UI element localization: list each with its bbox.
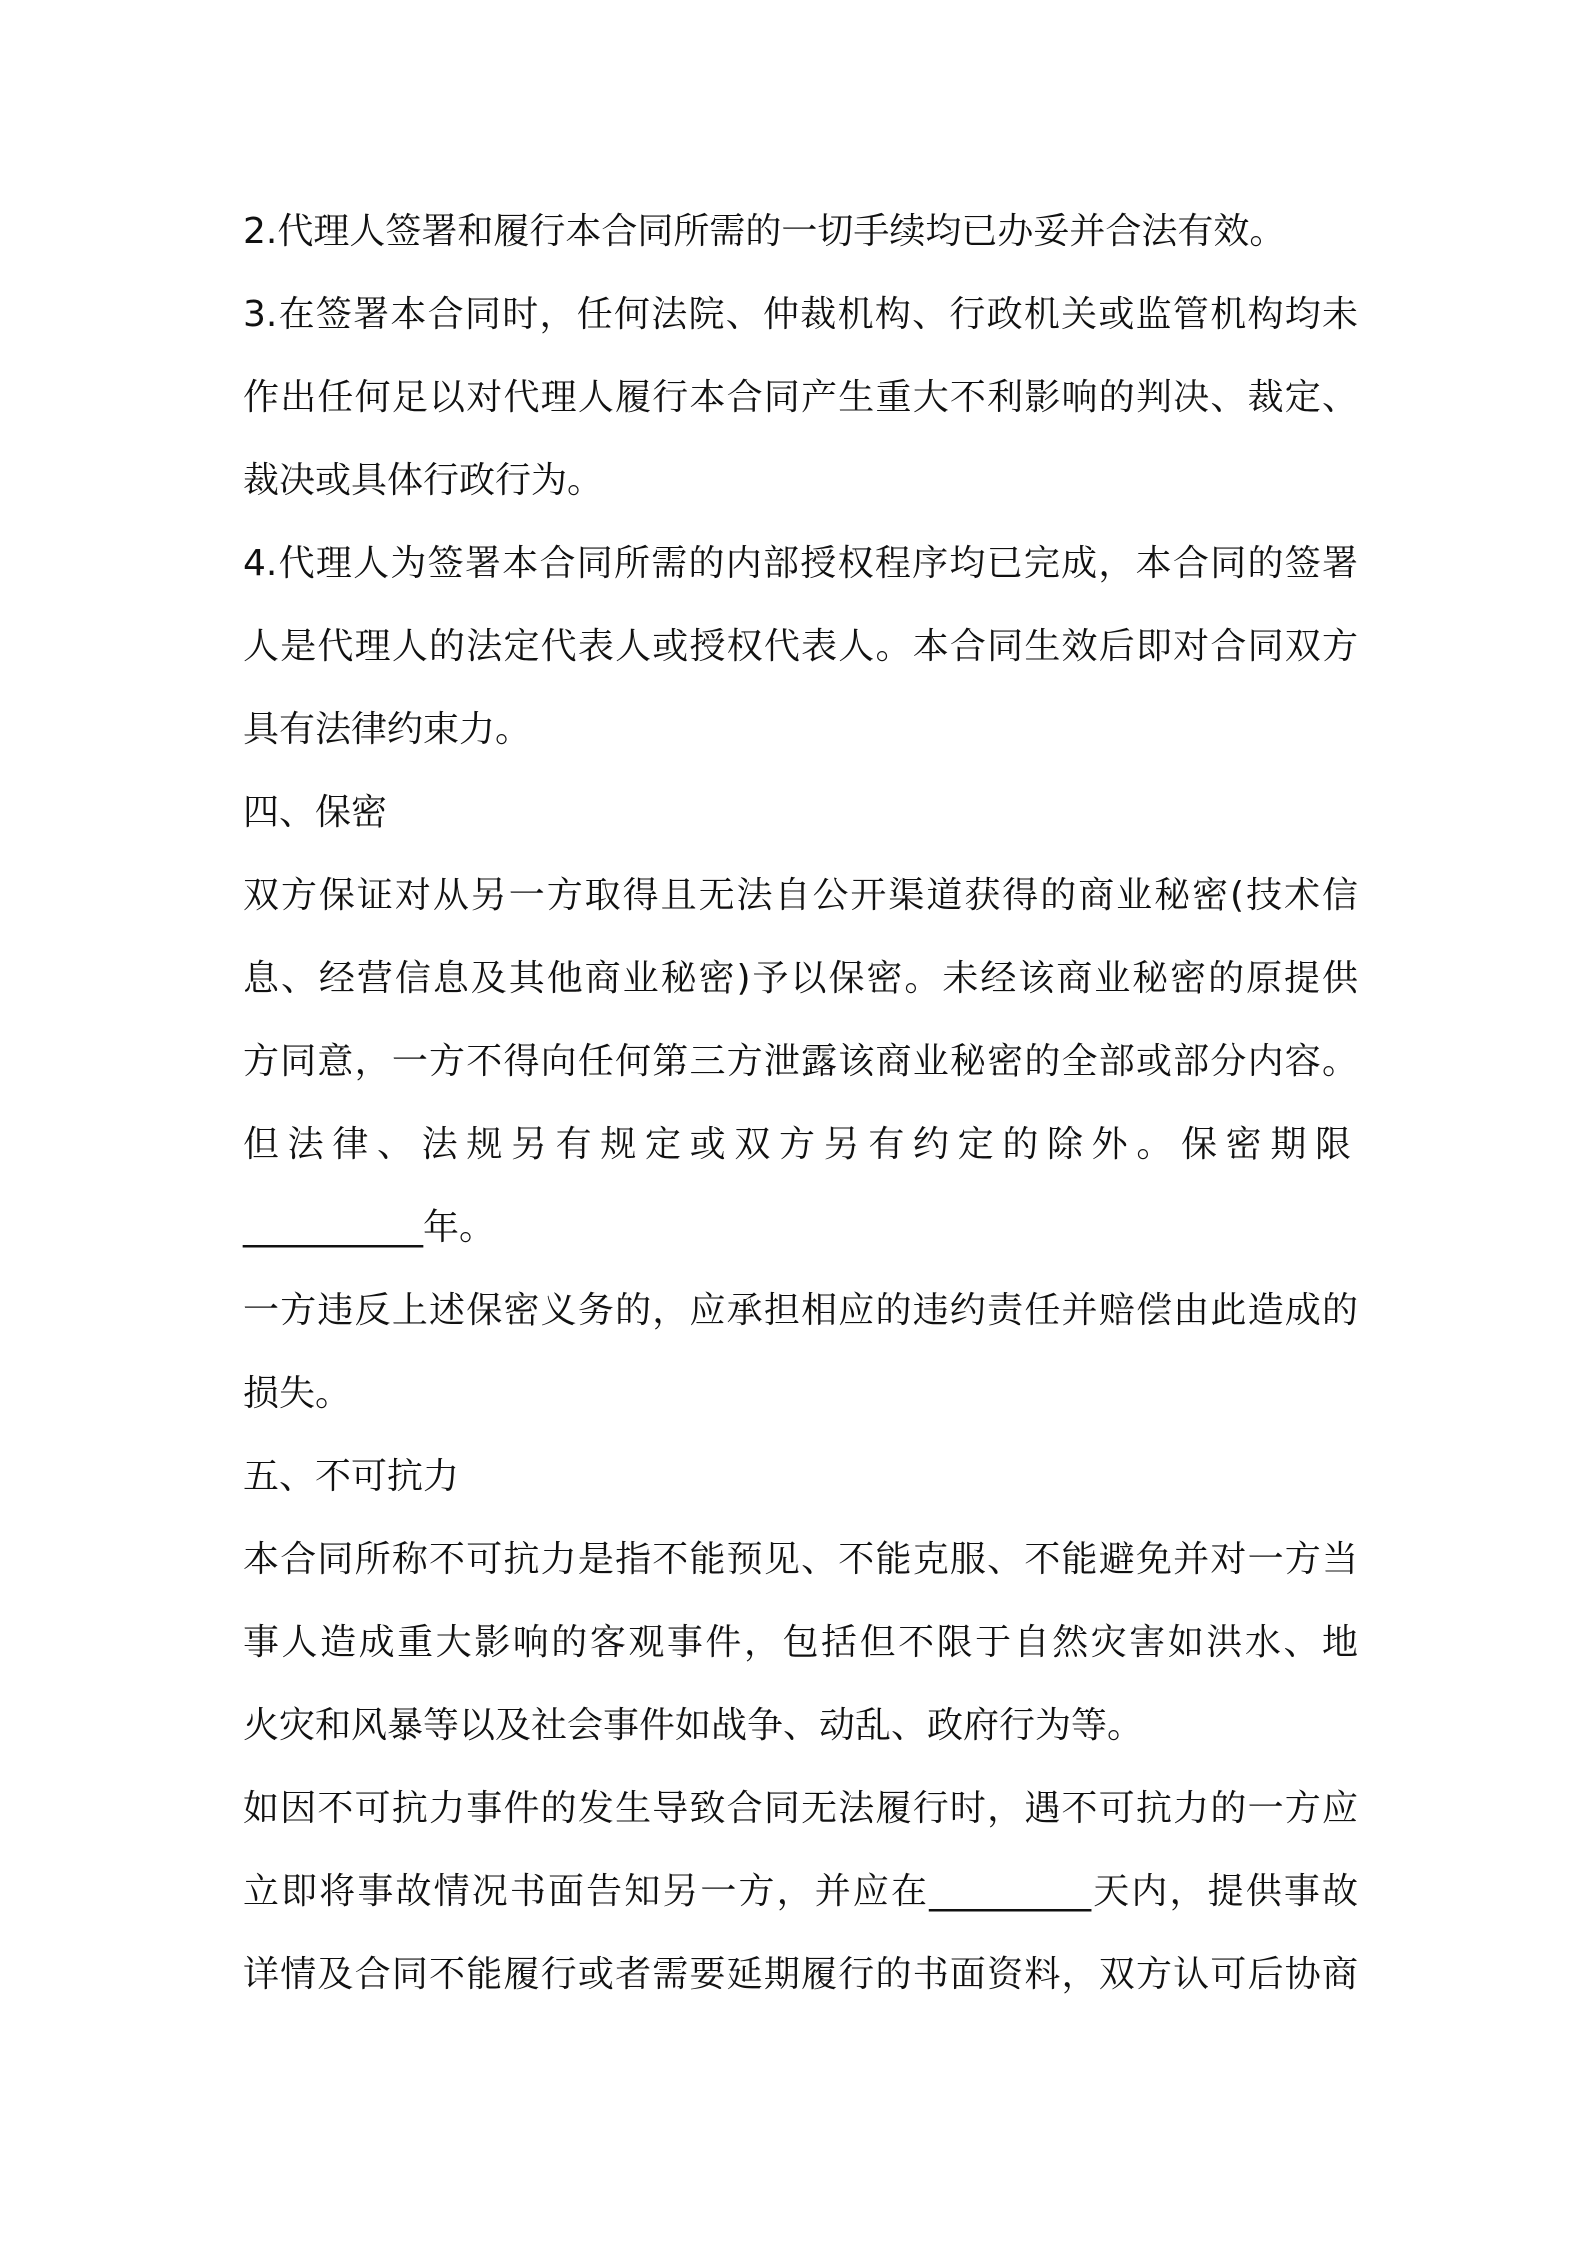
confidentiality-line-4: 但法律、法规另有规定或双方另有约定的除外。保密期限 bbox=[243, 1124, 1358, 1165]
breach-line-2: 损失。 bbox=[243, 1373, 352, 1414]
clause-4-line-1: 4.代理人为签署本合同所需的内部授权程序均已完成，本合同的签署 bbox=[243, 543, 1358, 584]
force-majeure-line-3: 火灾和风暴等以及社会事件如战争、动乱、政府行为等。 bbox=[243, 1705, 1144, 1746]
section-heading-force-majeure: 五、不可抗力 bbox=[243, 1456, 460, 1497]
clause-4-line-2: 人是代理人的法定代表人或授权代表人。本合同生效后即对合同双方 bbox=[243, 626, 1358, 667]
force-majeure-line-2: 事人造成重大影响的客观事件，包括但不限于自然灾害如洪水、地 bbox=[243, 1622, 1358, 1663]
clause-3-line-2: 作出任何足以对代理人履行本合同产生重大不利影响的判决、裁定、 bbox=[243, 377, 1358, 418]
force-majeure-notice-line-2: 立即将事故情况书面告知另一方，并应在_________天内，提供事故 bbox=[243, 1871, 1358, 1912]
clause-3-line-3: 裁决或具体行政行为。 bbox=[243, 460, 604, 501]
clause-4-line-3: 具有法律约束力。 bbox=[243, 709, 532, 750]
force-majeure-notice-line-3: 详情及合同不能履行或者需要延期履行的书面资料，双方认可后协商 bbox=[243, 1954, 1358, 1995]
section-heading-confidentiality: 四、保密 bbox=[243, 792, 388, 833]
confidentiality-term-blank: __________年。 bbox=[243, 1207, 496, 1248]
clause-3-line-1: 3.在签署本合同时，任何法院、仲裁机构、行政机关或监管机构均未 bbox=[243, 294, 1358, 335]
confidentiality-line-3: 方同意，一方不得向任何第三方泄露该商业秘密的全部或部分内容。 bbox=[243, 1041, 1358, 1082]
clause-2-line: 2.代理人签署和履行本合同所需的一切手续均已办妥并合法有效。 bbox=[243, 211, 1286, 252]
confidentiality-line-1: 双方保证对从另一方取得且无法自公开渠道获得的商业秘密(技术信 bbox=[243, 875, 1358, 916]
force-majeure-line-1: 本合同所称不可抗力是指不能预见、不能克服、不能避免并对一方当 bbox=[243, 1539, 1358, 1580]
document-body bbox=[243, 190, 1358, 2016]
force-majeure-notice-line-1: 如因不可抗力事件的发生导致合同无法履行时，遇不可抗力的一方应 bbox=[243, 1788, 1358, 1829]
breach-line-1: 一方违反上述保密义务的，应承担相应的违约责任并赔偿由此造成的 bbox=[243, 1290, 1358, 1331]
confidentiality-line-2: 息、经营信息及其他商业秘密)予以保密。未经该商业秘密的原提供 bbox=[243, 958, 1358, 999]
